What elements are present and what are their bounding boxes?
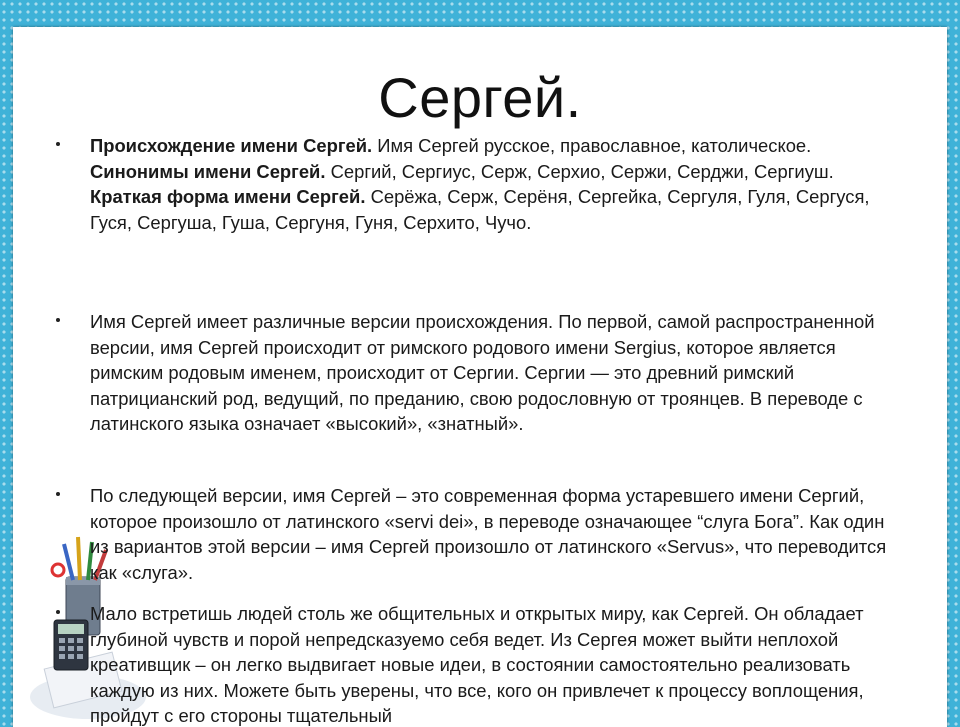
short-form-label: Краткая форма имени Сергей.	[90, 186, 366, 207]
synonyms-label: Синонимы имени Сергей.	[90, 160, 326, 182]
slide-title: Сергей.	[378, 66, 582, 129]
synonyms-text: Сергий, Сергиус, Серж, Серхио, Сержи, Серджи, Сергиуш.	[325, 160, 834, 182]
origin-text: Имя Сергей русское, православное, католическое.	[372, 135, 812, 156]
bullet-text: Мало встретишь людей столь же общительных и открытых миру, как Сергей. Он обладает глубиной чувств и порой непредсказуемо себя ведет. Из Сергея может выйти неплохой креативщик – он легко выдвигает новые идеи, в состоянии самостоятельно реализовать каждую из них. Можете быть уверены, что все, кого он привлечет к процессу воплощения, пройдут с его стороны тщательный	[90, 603, 864, 726]
origin-label: Происхождение имени Сергей.	[90, 135, 373, 156]
short-form-paragraph	[90, 184, 908, 235]
bullet-text: По следующей версии, имя Сергей – это современная форма устаревшего имени Сергий, которое произошло от латинского «servi dei», в переводе означающее “слуга Бога”. Как один из вариантов этой версии – имя Сергей произошло от латинского «Servus», что переводится как «слуга».	[90, 485, 887, 583]
synonyms-paragraph	[90, 159, 908, 185]
slide	[13, 27, 947, 727]
bullet-marker	[56, 610, 60, 614]
bullet-text	[90, 133, 908, 235]
bullet-marker	[56, 142, 60, 146]
bullet-text: Имя Сергей имеет различные версии происхождения. По первой, самой распространенной версии, имя Сергей происходит от римского родового имени Sergius, которое является римским родовым именем, происходит от Сергии. Сергии — это древний римский патрицианский род, ведущий, по преданию, свою родословную от троянцев. В переводе с латинского языка означает «высокий», «знатный».	[90, 311, 875, 434]
origin-paragraph	[90, 133, 908, 159]
bullet-marker	[56, 492, 60, 496]
bullet-marker	[56, 318, 60, 322]
short-form-text: Серёжа, Серж, Серёня, Сергейка, Сергуля, Гуля, Сергуся, Гуся, Сергуша, Гуша, Сергуня, Гуня, Серхито, Чучо.	[90, 186, 870, 233]
